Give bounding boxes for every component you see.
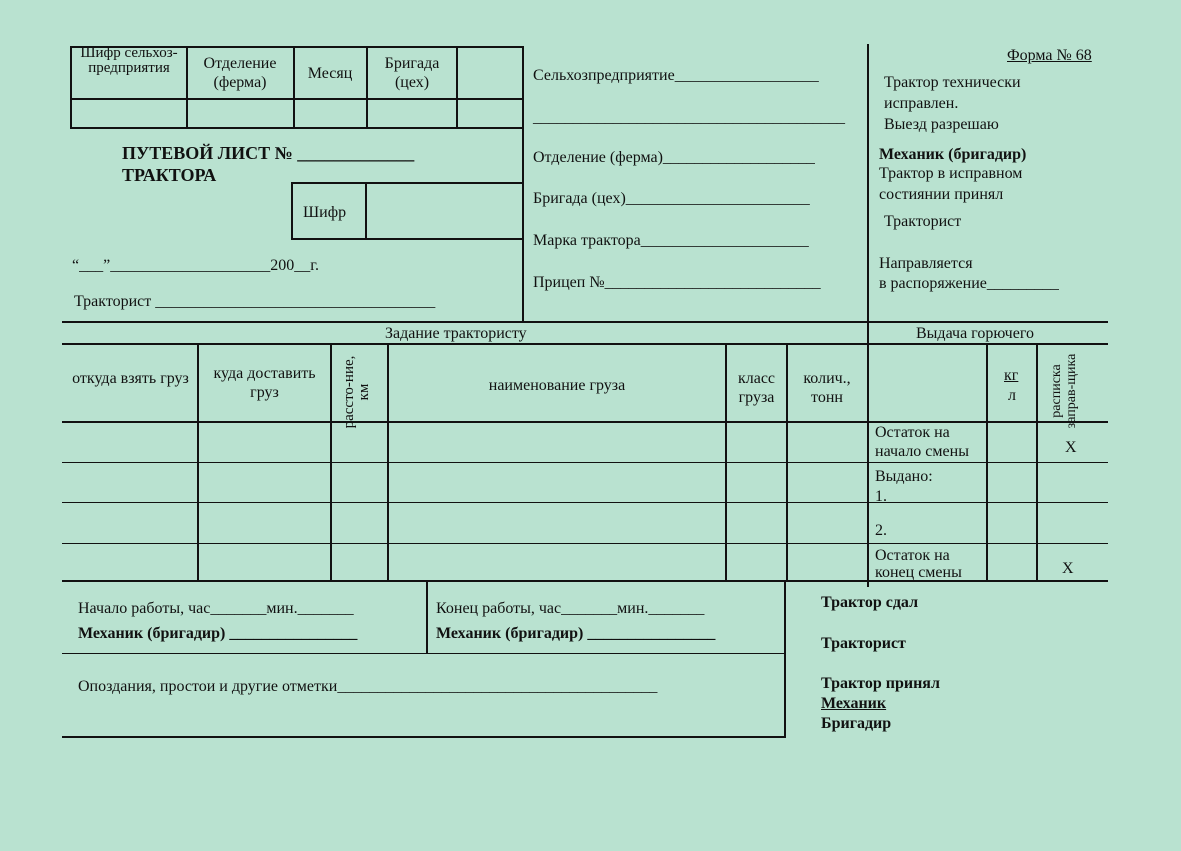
col-kg: кг: [1004, 367, 1019, 384]
field-trailer: Прицеп №___________________________: [533, 274, 821, 291]
bottom-brigadier: Бригадир: [821, 715, 892, 732]
header-col-department: Отделение (ферма): [203, 55, 277, 91]
bottom-divider-right: [784, 580, 786, 738]
col-cargo-name: наименование груза: [488, 377, 626, 394]
field-department: Отделение (ферма)___________________: [533, 149, 815, 166]
fuel-row4-label2: конец смены: [875, 564, 962, 581]
header-col-month: Месяц: [307, 65, 353, 82]
form-number: Форма № 68: [1007, 47, 1092, 64]
col-distance: рассто-ние, км: [341, 355, 372, 429]
header-col-code: Шифр сельхоз-предприятия: [80, 45, 178, 76]
col-to: куда доставить груз: [213, 365, 316, 401]
task-header-top: [62, 343, 1108, 345]
col-tons: колич., тонн: [803, 370, 851, 406]
field-tractor-make: Марка трактора_____________________: [533, 232, 809, 249]
fuel-row4-mark: X: [1062, 560, 1074, 577]
task-table-top-border: [62, 321, 1108, 323]
header-col-brigade: Бригада (цех): [384, 55, 440, 91]
field-brigade: Бригада (цех)_______________________: [533, 190, 810, 207]
bottom-divider-middle: [426, 580, 428, 654]
right-mechanic: Механик (бригадир): [879, 146, 1027, 163]
right-line3: Выезд разрешаю: [884, 116, 999, 133]
col-l: л: [1008, 387, 1016, 404]
divider-middle-right: [867, 44, 869, 587]
bottom-tractorist: Тракторист: [821, 635, 906, 652]
divider-left-middle: [522, 46, 524, 322]
fuel-row2-label2: 1.: [875, 488, 887, 505]
col-receipt: расписка заправ-щика: [1049, 353, 1079, 429]
mechanic-left: Механик (бригадир) ________________: [78, 625, 358, 642]
fuel-row1-mark: X: [1065, 439, 1077, 456]
field-enterprise: Сельхозпредприятие__________________: [533, 67, 819, 84]
date-line: “___”____________________200__г.: [72, 257, 319, 274]
col-cargo-class: класс груза: [737, 370, 776, 406]
right-accepted2: состиянии принял: [879, 186, 1004, 203]
tractor-handed: Трактор сдал: [821, 594, 919, 611]
tractor-accepted: Трактор принял: [821, 675, 940, 692]
right-line1: Трактор технически: [884, 74, 1021, 91]
task-table-title: Задание трактористу: [385, 325, 527, 342]
fuel-row3-label2: 2.: [875, 522, 887, 539]
end-work: Конец работы, час_______мин._______: [436, 600, 705, 617]
right-directed2: в распоряжение_________: [879, 275, 1059, 292]
bottom-mechanic: Механик: [821, 695, 887, 712]
right-tractorist: Тракторист: [884, 213, 962, 230]
fuel-row4-label1: Остаток на: [875, 547, 950, 564]
tractorist-line: Тракторист ___________________________________: [74, 293, 436, 310]
right-line2: исправлен.: [884, 95, 959, 112]
task-header-bottom: [62, 421, 1108, 423]
col-from: откуда взять груз: [72, 370, 189, 387]
shifr-label: Шифр: [303, 204, 347, 221]
bottom-border: [62, 736, 786, 738]
fuel-row1-label2: начало смены: [875, 443, 969, 460]
fuel-table-title: Выдача горючего: [916, 325, 1034, 342]
start-work: Начало работы, час_______мин._______: [78, 600, 354, 617]
delays-line: Опоздания, простои и другие отметки________________________________________: [78, 678, 658, 695]
fuel-row1-label1: Остаток на: [875, 424, 950, 441]
right-directed1: Направляется: [879, 255, 973, 272]
right-accepted1: Трактор в исправном: [879, 165, 1023, 182]
waybill-title: ПУТЕВОЙ ЛИСТ № _____________: [122, 143, 415, 163]
mechanic-right: Механик (бригадир) ________________: [436, 625, 716, 642]
field-blank-line: _______________________________________: [533, 109, 845, 126]
fuel-row2-label1: Выдано:: [875, 468, 933, 485]
waybill-subtitle: ТРАКТОРА: [122, 165, 217, 185]
